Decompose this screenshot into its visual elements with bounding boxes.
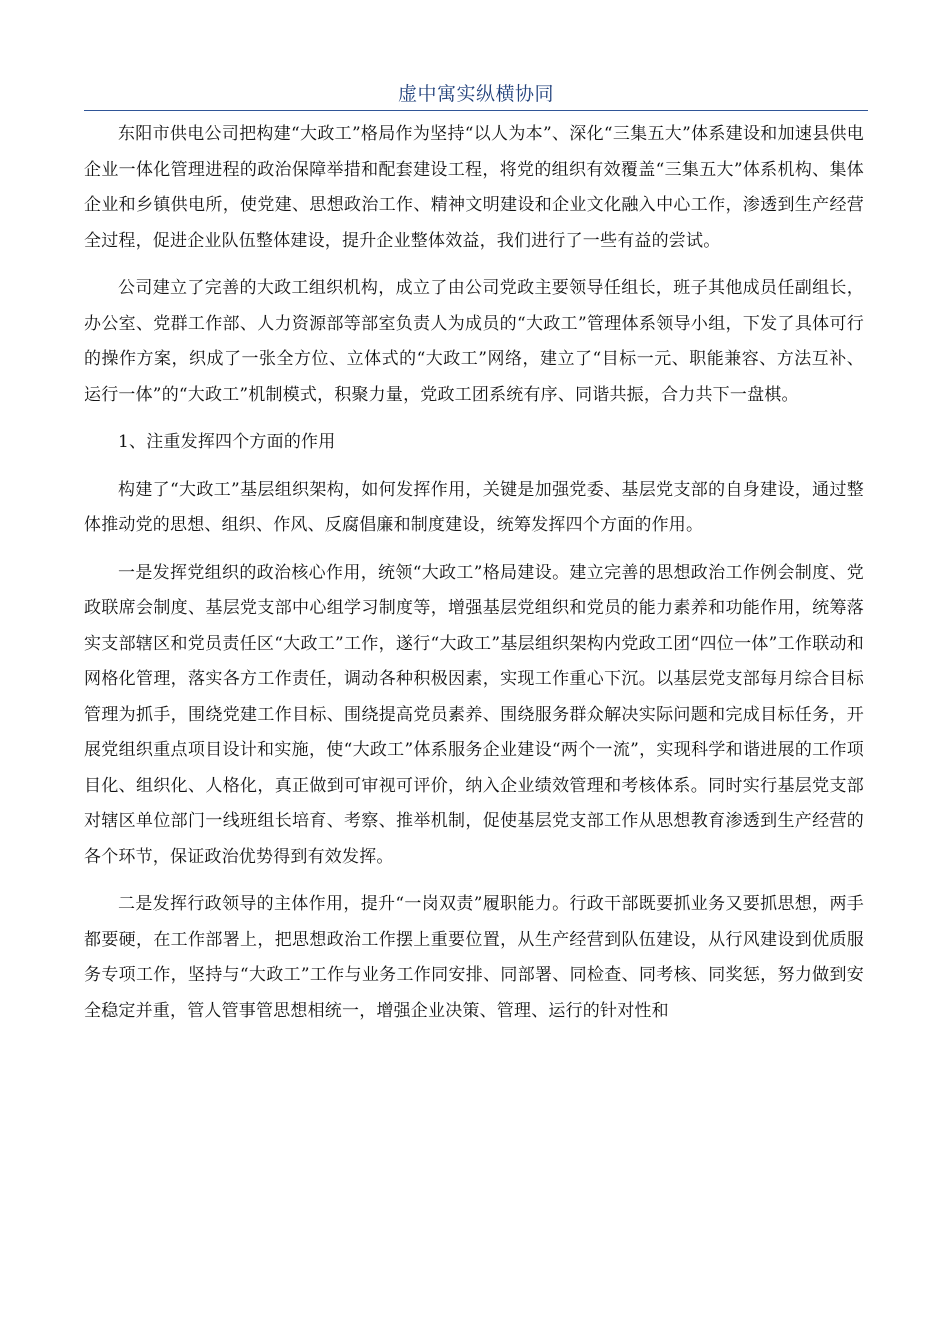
paragraph-admin-role: 二是发挥行政领导的主体作用，提升“一岗双责”履职能力。行政干部既要抓业务又要抓思想，两手都要硬，在工作部署上，把思想政治工作摆上重要位置，从生产经营到队伍建设，从行风建设到优质服务专项工作，坚持与“大政工”工作与业务工作同安排、同部署、同检查、同考核、同奖惩，努力做到安全稳定并重，管人管事管思想相统一，增强企业决策、管理、运行的针对性和 [84, 894, 864, 1021]
document-body [84, 117, 864, 1041]
header-divider [84, 110, 868, 111]
section-heading: 1、注重发挥四个方面的作用 [118, 432, 336, 452]
paragraph-intro: 东阳市供电公司把构建“大政工”格局作为坚持“以人为本”、深化“三集五大”体系建设和加速县供电企业一体化管理进程的政治保障举措和配套建设工程，将党的组织有效覆盖“三集五大”体系机构、集体企业和乡镇供电所，使党建、思想政治工作、精神文明建设和企业文化融入中心工作，渗透到生产经营全过程，促进企业队伍整体建设，提升企业整体效益，我们进行了一些有益的尝试。 [84, 124, 864, 251]
paragraph-structure: 构建了“大政工”基层组织架构，如何发挥作用，关键是加强党委、基层党支部的自身建设，通过整体推动党的思想、组织、作风、反腐倡廉和制度建设，统筹发挥四个方面的作用。 [84, 479, 864, 535]
paragraph-organization: 公司建立了完善的大政工组织机构，成立了由公司党政主要领导任组长，班子其他成员任副组长，办公室、党群工作部、人力资源部等部室负责人为成员的“大政工”管理体系领导小组，下发了具体可行的操作方案，织成了一张全方位、立体式的“大政工”网络，建立了“目标一元、职能兼容、方法互补、运行一体”的“大政工”机制模式，积聚力量，党政工团系统有序、同谐共振，合力共下一盘棋。 [84, 278, 864, 405]
document-title: 虚中寓实纵横协同 [397, 83, 554, 105]
document-header [84, 80, 868, 110]
paragraph-party-role: 一是发挥党组织的政治核心作用，统领“大政工”格局建设。建立完善的思想政治工作例会制度、党政联席会制度、基层党支部中心组学习制度等，增强基层党组织和党员的能力素养和功能作用，统筹落实支部辖区和党员责任区“大政工”工作，遂行“大政工”基层组织架构内党政工团“四位一体”工作联动和网格化管理，落实各方工作责任，调动各种积极因素，实现工作重心下沉。以基层党支部每月综合目标管理为抓手，围绕党建工作目标、围绕提高党员素养、围绕服务群众解决实际问题和完成目标任务，开展党组织重点项目设计和实施，使“大政工”体系服务企业建设“两个一流”，实现科学和谐进展的工作项目化、组织化、人格化，真正做到可审视可评价，纳入企业绩效管理和考核体系。同时实行基层党支部对辖区单位部门一线班组长培育、考察、推举机制，促使基层党支部工作从思想教育渗透到生产经营的各个环节，保证政治优势得到有效发挥。 [84, 562, 864, 867]
